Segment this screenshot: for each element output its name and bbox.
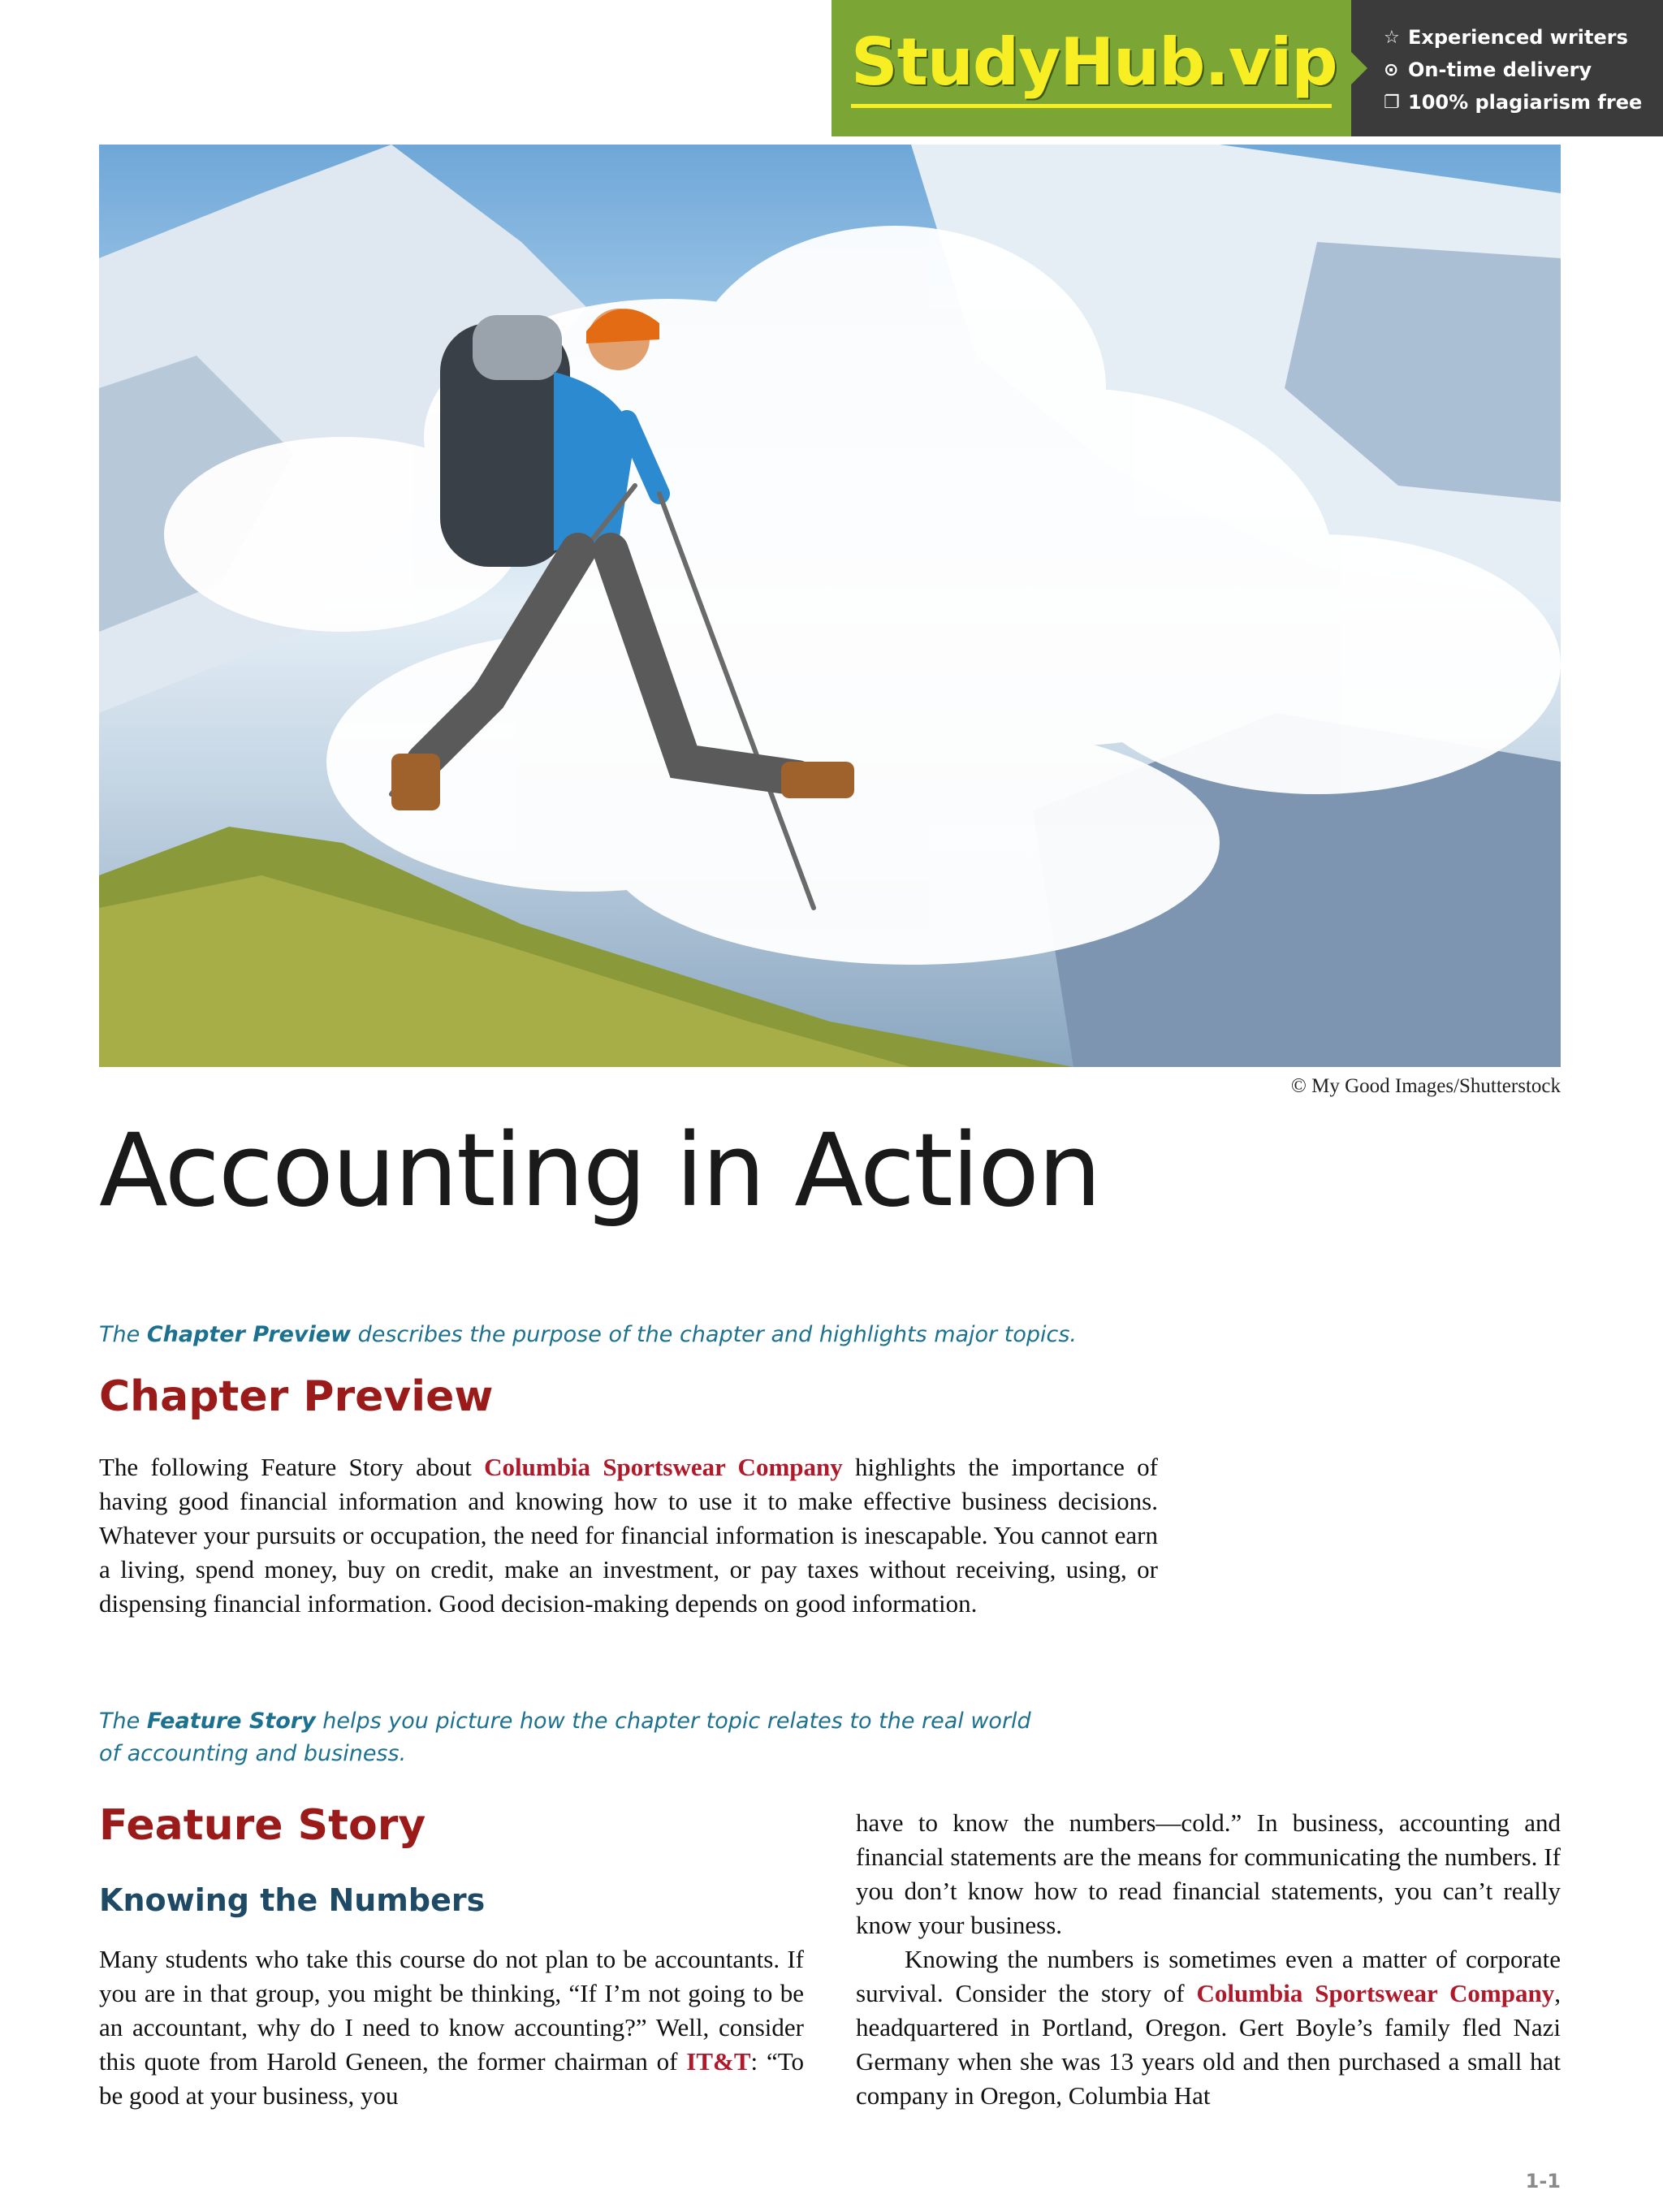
hero-illustration <box>99 145 1561 1067</box>
logo-underline <box>851 104 1332 108</box>
page-number: 1-1 <box>1525 2170 1561 2193</box>
paragraph-text: : “To be good at your business, you <box>99 2047 804 2110</box>
chapter-preview-paragraph <box>99 1450 1158 1621</box>
chapter-preview-lead <box>99 1319 1077 1351</box>
company-link[interactable]: IT&T <box>686 2047 751 2076</box>
chapter-title: Accounting in Action <box>99 1112 1100 1229</box>
lead-text: helps you picture how the chapter topic relates to the real world of accounting and business. <box>99 1709 1031 1766</box>
lead-bold-term: Feature Story <box>146 1709 316 1734</box>
paragraph-text: , headquartered in Portland, Oregon. Gert Boyle’s family fled Nazi Germany when she was 13 years old and then purchased a small hat company in Oregon, Columbia Hat <box>856 1979 1561 2110</box>
feature-label: 100% plagiarism free <box>1408 91 1643 114</box>
right-paragraph-2 <box>856 1942 1561 2113</box>
feature-story-right-column <box>856 1806 1561 2113</box>
photo-credit: © My Good Images/Shutterstock <box>1290 1075 1561 1097</box>
lead-text: The <box>99 1322 147 1347</box>
banner-features <box>1351 0 1663 136</box>
company-link[interactable]: Columbia Sportswear Company <box>1196 1979 1555 2007</box>
logo-arrow-shape <box>1351 52 1367 84</box>
studyhub-logo[interactable] <box>832 0 1351 136</box>
feature-story-lead <box>99 1705 1057 1770</box>
copy-icon: ❐ <box>1384 92 1400 113</box>
promo-banner[interactable] <box>832 0 1663 136</box>
feature-story-left-column <box>99 1942 804 2113</box>
right-paragraph-1: have to know the numbers—cold.” In business, accounting and financial statements are the means for communicating the numbers. If you don’t know how to read financial statements, you can’t really know your business. <box>856 1808 1561 1939</box>
lead-text: describes the purpose of the chapter and highlights major topics. <box>351 1322 1077 1347</box>
lead-text: The <box>99 1709 147 1734</box>
hero-photo <box>99 145 1561 1067</box>
star-icon: ☆ <box>1384 27 1400 48</box>
paragraph-text: highlights the importance of having good financial information and knowing how to use it to make effective business decisions. Whatever your pursuits or occupation, the need for financial information is inescapable. You cannot earn a living, spend money, buy on credit, make an investment, or pay taxes without receiving, using, or dispensing financial information. Good decision-making depends on good information. <box>99 1453 1159 1618</box>
logo-text: StudyHub.vip <box>851 24 1337 100</box>
paragraph-text: The following Feature Story about <box>99 1453 485 1481</box>
feature-label: Experienced writers <box>1408 26 1628 49</box>
lead-bold-term: Chapter Preview <box>146 1322 352 1347</box>
feature-story-subheading: Knowing the Numbers <box>99 1882 486 1918</box>
paragraph-text: Knowing the numbers is sometimes even a matter of corporate survival. Consider the story of <box>856 1945 1561 2007</box>
chapter-preview-heading: Chapter Preview <box>99 1372 494 1421</box>
clock-icon: ⊙ <box>1384 59 1399 80</box>
feature-experienced-writers <box>1384 21 1663 54</box>
feature-on-time-delivery <box>1384 54 1663 86</box>
company-link[interactable]: Columbia Sportswear Company <box>484 1453 843 1481</box>
feature-label: On-time delivery <box>1408 58 1592 81</box>
feature-story-heading: Feature Story <box>99 1801 426 1850</box>
feature-plagiarism-free <box>1384 86 1663 119</box>
paragraph-text: Many students who take this course do not plan to be accountants. If you are in that group, you might be thinking, “If I’m not going to be an accountant, why do I need to know accounting?” Well, consider this quote from Harold Geneen, the former chairman of <box>99 1945 804 2076</box>
